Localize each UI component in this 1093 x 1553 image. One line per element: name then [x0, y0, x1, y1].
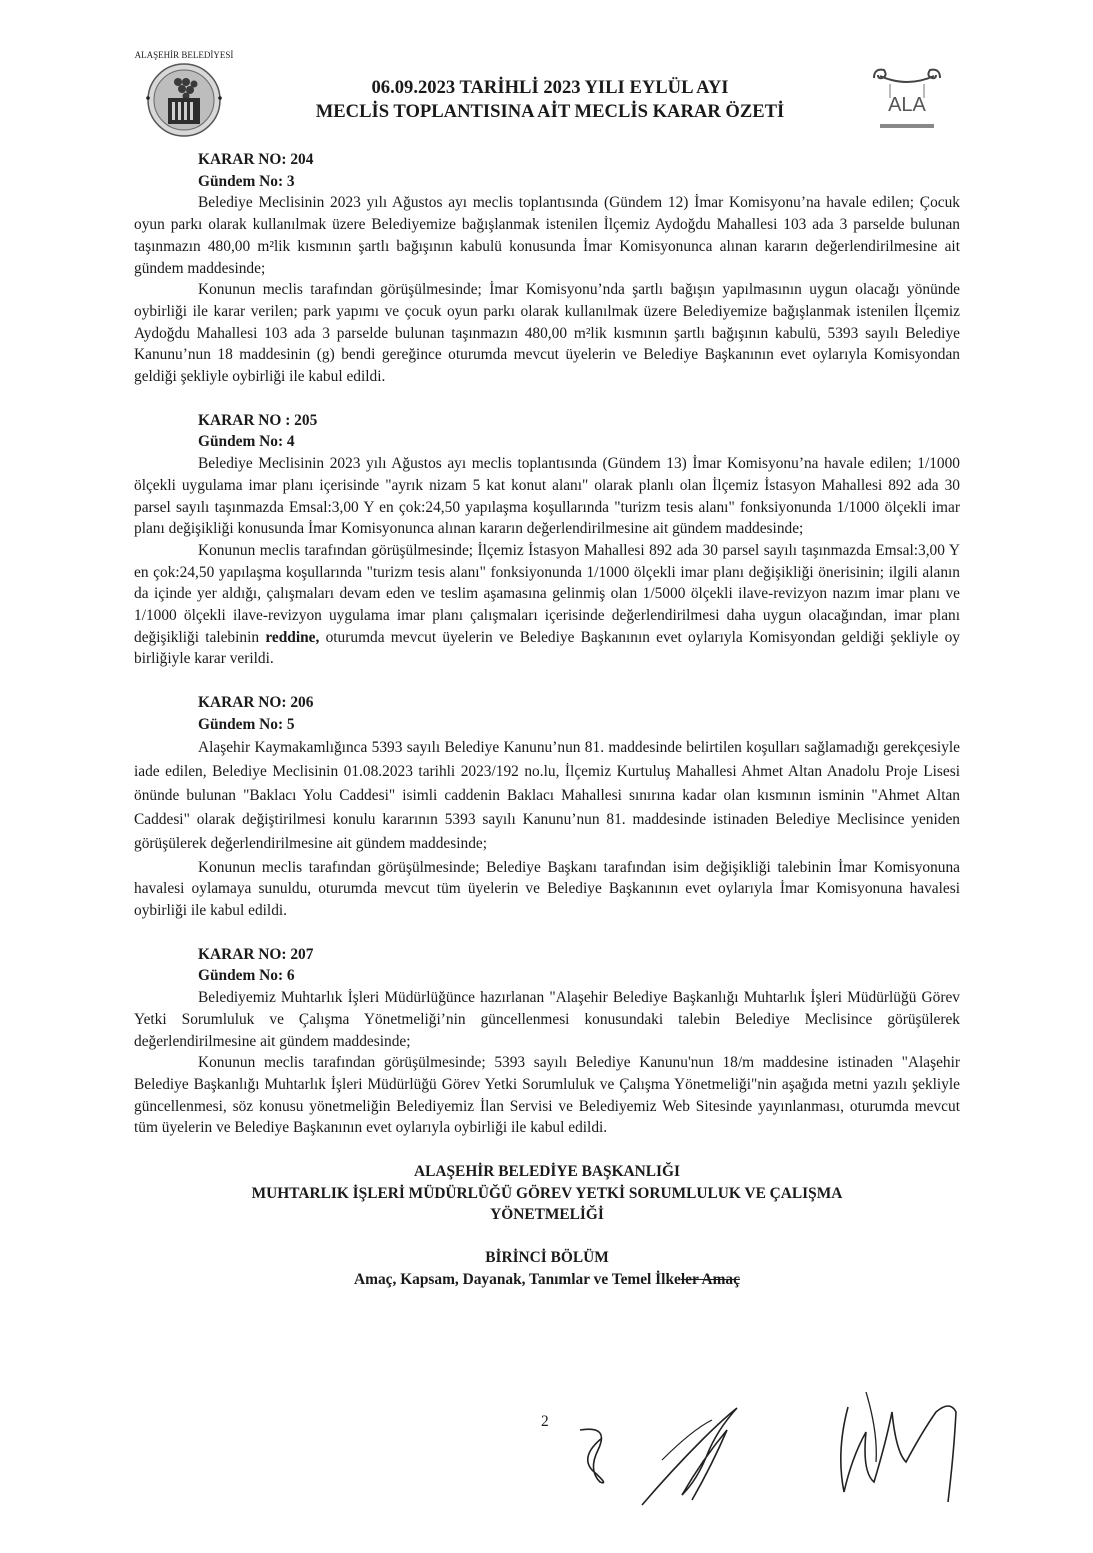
ala-text: ALA	[888, 94, 926, 116]
decision-text: oturumda mevcut üyelerin ve Belediye Başkanının evet oylarıyla Komisyondan geldiği şekliyle oy birliğiyle karar verildi.	[134, 628, 960, 668]
gundem-no: Gündem No: 3	[198, 172, 295, 190]
gundem-no: Gündem No: 5	[198, 715, 295, 733]
subtitle-struck-text: ler Amaç	[680, 1270, 740, 1288]
signature-3	[826, 1372, 976, 1522]
decision-result-bold: reddine,	[265, 628, 320, 646]
municipality-seal-logo	[128, 44, 240, 156]
karar-no: KARAR NO: 204	[198, 151, 314, 168]
regulation-title-line: MUHTARLIK İŞLERİ MÜDÜRLÜĞÜ GÖREV YETKİ SORUMLULUK VE ÇALIŞMA	[251, 1184, 843, 1202]
chapter-subtitle	[134, 1269, 960, 1291]
decision-207	[134, 944, 960, 1139]
decision-205	[134, 410, 960, 670]
decision-206	[134, 692, 960, 922]
decision-paragraph: Belediyemiz Muhtarlık İşleri Müdürlüğünce hazırlanan "Alaşehir Belediye Başkanlığı Muhtarlık İşleri Müdürlüğü Görev Yetki Sorumluluk ve Çalışma Yönetmeliği’nin güncellenmesi konusundaki talebin Belediye Meclisince görüşülerek değerlendirilmesine ait gündem maddesinde;	[134, 989, 960, 1050]
gundem-no: Gündem No: 6	[198, 967, 295, 985]
karar-no: KARAR NO: 206	[198, 694, 314, 712]
decision-paragraph: Konunun meclis tarafından görüşülmesinde; Belediye Başkanı tarafından isim değişikliği talebinin İmar Komisyonuna havalesi oylamaya sunuldu, oturumda mevcut tüm üyelerin ve Belediye Başkanının evet oylarıyla İmar Komisyonuna havalesi oybirliği ile kabul edildi.	[134, 858, 960, 919]
title-line-1: 06.09.2023 TARİHLİ 2023 YILI EYLÜL AYI	[371, 77, 729, 98]
decision-paragraph	[134, 540, 960, 670]
page-number: 2	[541, 1413, 549, 1430]
gundem-no: Gündem No: 4	[198, 433, 295, 451]
karar-no: KARAR NO : 205	[198, 411, 318, 429]
regulation-title-line: YÖNETMELİĞİ	[490, 1206, 604, 1224]
title-line-2: MECLİS TOPLANTISINA AİT MECLİS KARAR ÖZETİ	[315, 101, 785, 122]
ala-column-logo	[866, 66, 948, 134]
decision-text: Konunun meclis tarafından görüşülmesinde; İlçemiz İstasyon Mahallesi 892 ada 30 parsel sayılı taşınmazda Emsal:3,00 Y en çok:24,50 yapılaşma koşullarında "turizm tesis alanı" fonksiyonunda 1/1000 ölçekli imar planı değişikliği önerisinin; ilgili alanın da içinde yer aldığı, çalışmaları devam eden ve teslim aşamasına gelinmiş olan 1/5000 ölçekli ilave-revizyon nazım imar planı ve 1/1000 ölçekli ilave-revizyon uygulama imar planı çalışmaları içerisinde değerlendirilmesi daha uygun olacağından, imar planı değişikliği talebinin	[134, 541, 960, 646]
document-title	[270, 76, 830, 124]
regulation-title-line: ALAŞEHİR BELEDİYE BAŞKANLIĞI	[414, 1163, 680, 1181]
decision-204	[134, 149, 960, 388]
subtitle-text: Amaç, Kapsam, Dayanak, Tanımlar ve Temel İlke	[354, 1270, 681, 1288]
chapter-heading: BİRİNCİ BÖLÜM	[485, 1249, 609, 1267]
karar-no: KARAR NO: 207	[198, 945, 314, 963]
signature-2	[632, 1400, 752, 1510]
regulation-title	[134, 1161, 960, 1226]
signature-1	[570, 1420, 620, 1490]
decision-paragraph: Belediye Meclisinin 2023 yılı Ağustos ayı meclis toplantısında (Gündem 13) İmar Komisyonu’na havale edilen; 1/1000 ölçekli uygulama imar planı içerisinde "ayrık nizam 5 kat konut alanı" olarak planlı olan İlçemiz İstasyon Mahallesi 892 ada 30 parsel sayılı taşınmazda Emsal:3,00 Y en çok:24,50 yapılaşma koşullarında "turizm tesis alanı" fonksiyonunda 1/1000 ölçekli imar planı değişikliği konusunda İmar Komisyonunca alınan kararın değerlendirilmesine ait gündem maddesinde;	[134, 455, 960, 538]
decision-paragraph: Konunun meclis tarafından görüşülmesinde; İmar Komisyonu’nda şartlı bağışın yapılmasının uygun olacağı yönünde oybirliği ile karar verilen; park yapımı ve çocuk oyun parkı olarak kullanılmak üzere Belediyemize bağışlanmak istenilen İlçemiz Aydoğdu Mahallesi 103 ada 3 parselde bulunan taşınmazın 480,00 m²lik kısmının şartlı bağışının kabulü, 5393 sayılı Belediye Kanunu’nun 18 maddesinin (g) bendi gereğince oturumda mevcut üyelerin ve Belediye Başkanının evet oylarıyla Komisyondan geldiği şekliyle oybirliği ile kabul edildi.	[134, 281, 960, 386]
decisions-body	[134, 149, 960, 1291]
decision-paragraph: Alaşehir Kaymakamlığınca 5393 sayılı Belediye Kanunu’nun 81. maddesinde belirtilen koşulları sağlamadığı gerekçesiyle iade edilen, Belediye Meclisinin 01.08.2023 tarihli 2023/192 no.lu, İlçemiz Kurtuluş Mahallesi Ahmet Altan Anadolu Proje Lisesi önünde bulunan "Baklacı Yolu Caddesi" isimli caddenin Baklacı Mahallesi sınırına kadar olan kısmının isminin "Ahmet Altan Caddesi" olarak değiştirilmesi konulu kararının 5393 sayılı Kanunu’nun 81. maddesinde istinaden Belediye Meclisince yeniden görüşülerek değerlendirilmesine ait gündem maddesinde;	[134, 738, 960, 853]
decision-paragraph: Konunun meclis tarafından görüşülmesinde; 5393 sayılı Belediye Kanunu'nun 18/m maddesine istinaden "Alaşehir Belediye Başkanlığı Muhtarlık İşleri Müdürlüğü Görev Yetki Sorumluluk ve Çalışma Yönetmeliği"nin aşağıda metni yazılı şekliyle güncellenmesi, söz konusu yönetmeliğin Belediyemiz İlan Servisi ve Belediyemiz Web Sitesinde yayınlanması, oturumda mevcut tüm üyelerin ve Belediye Başkanının evet oylarıyla oybirliği ile kabul edildi.	[134, 1054, 960, 1137]
seal-text: ALAŞEHİR BELEDİYESİ	[134, 50, 234, 60]
decision-paragraph: Belediye Meclisinin 2023 yılı Ağustos ayı meclis toplantısında (Gündem 12) İmar Komisyonu’na havale edilen; Çocuk oyun parkı olarak kullanılmak üzere Belediyemize bağışlanmak istenilen İlçemiz Aydoğdu Mahallesi 103 ada 3 parselde bulunan taşınmazın 480,00 m²lik kısmının şartlı bağışının kabulü konusunda İmar Komisyonunca alınan kararın değerlendirilmesine ait gündem maddesinde;	[134, 194, 960, 277]
